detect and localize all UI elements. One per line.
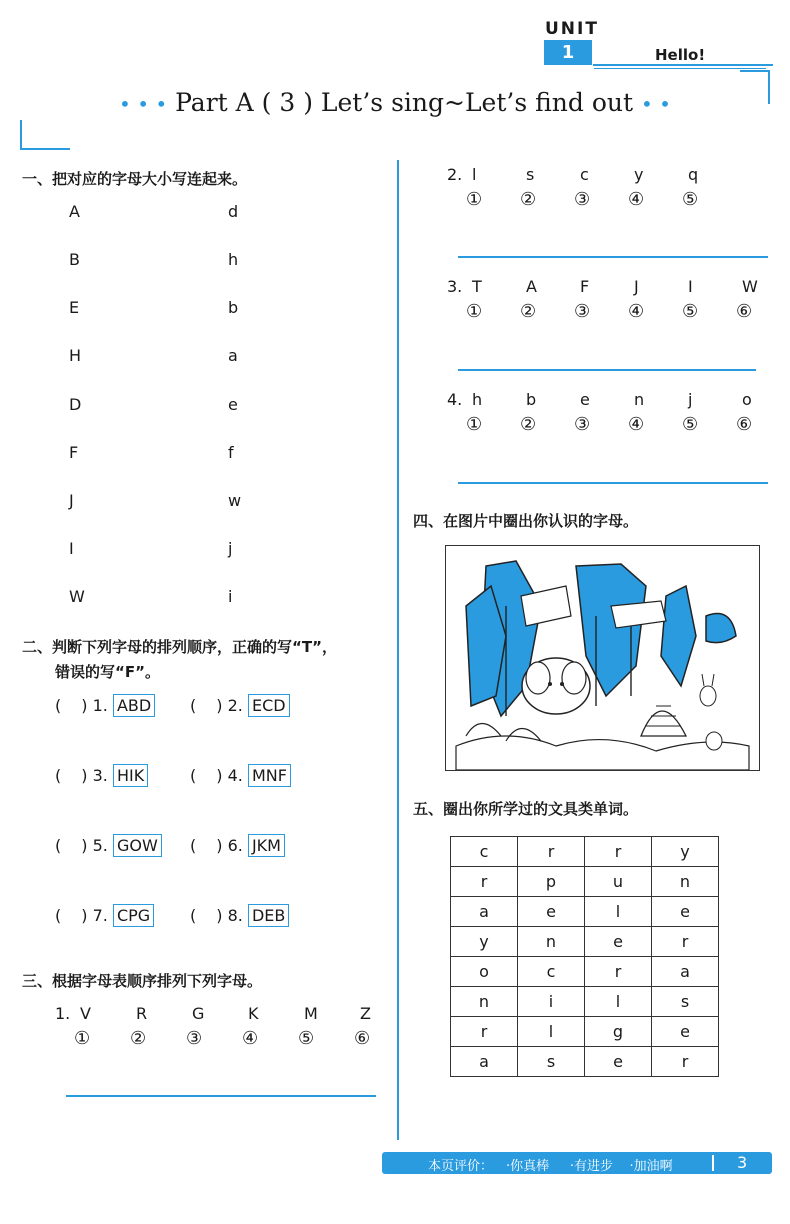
unit-label: UNIT: [545, 19, 599, 39]
sort-letter: A: [526, 277, 537, 296]
grid-cell[interactable]: g: [585, 1017, 652, 1047]
circled-number: ②: [520, 189, 537, 210]
lowercase-letter: h: [228, 250, 239, 269]
uppercase-letter: D: [69, 395, 82, 414]
grid-cell[interactable]: e: [585, 1047, 652, 1077]
lowercase-letter: e: [228, 395, 238, 414]
circled-number: ③: [186, 1028, 203, 1049]
uppercase-letter: W: [69, 587, 85, 606]
grid-row: [451, 957, 719, 987]
sort-letter: n: [634, 390, 645, 409]
grid-cell[interactable]: e: [652, 897, 719, 927]
grid-cell[interactable]: a: [652, 957, 719, 987]
circled-number: ①: [466, 301, 483, 322]
grid-cell[interactable]: y: [451, 927, 518, 957]
row-number: 2.: [447, 165, 463, 184]
lowercase-letter: f: [228, 443, 234, 462]
circled-number: ⑥: [736, 414, 753, 435]
answer-line: [66, 1095, 376, 1097]
evaluation-option-progress[interactable]: ·有进步: [569, 1159, 613, 1174]
forest-illustration: [446, 546, 759, 770]
corner-decoration: [20, 148, 70, 150]
sort-letter: W: [742, 277, 758, 296]
lowercase-letter: w: [228, 491, 242, 510]
circled-number: ④: [628, 189, 645, 210]
circled-number: ⑤: [682, 414, 699, 435]
answer-line: [458, 369, 756, 371]
uppercase-letter: I: [69, 539, 74, 558]
item-number: 2.: [227, 696, 243, 715]
answer-paren-close[interactable]: ): [81, 696, 88, 715]
lowercase-letter: i: [228, 587, 233, 606]
item-number: 8.: [227, 906, 243, 925]
answer-paren-open[interactable]: (: [190, 836, 197, 855]
word-search-grid: [450, 836, 719, 1077]
answer-paren-open[interactable]: (: [190, 766, 197, 785]
header-rule: [593, 64, 773, 66]
answer-paren-open[interactable]: (: [55, 906, 62, 925]
answer-paren-close[interactable]: ): [81, 836, 88, 855]
item-number: 1.: [92, 696, 108, 715]
answer-paren-close[interactable]: ): [216, 766, 223, 785]
answer-line: [458, 256, 768, 258]
section5-heading: 五、圈出你所学过的文具类单词。: [413, 800, 639, 818]
true-false-item: [55, 834, 162, 857]
circled-number: ⑥: [354, 1028, 371, 1049]
grid-cell[interactable]: r: [652, 1047, 719, 1077]
true-false-item: [190, 764, 291, 787]
grid-cell[interactable]: r: [585, 957, 652, 987]
grid-cell[interactable]: s: [518, 1047, 585, 1077]
header-rule-thin: [594, 68, 766, 69]
answer-paren-close[interactable]: ): [81, 906, 88, 925]
section2-heading-line1: 二、判断下列字母的排列顺序，正确的写“T”，: [22, 638, 337, 656]
sort-letter: F: [580, 277, 590, 296]
row-number: 1.: [55, 1004, 71, 1023]
letter-sequence-box: GOW: [113, 834, 162, 857]
title-text: Part A ( 3 ) Let’s sing~Let’s find out: [175, 88, 634, 117]
section4-heading: 四、在图片中圈出你认识的字母。: [413, 512, 639, 530]
sort-letter: o: [742, 390, 752, 409]
corner-decoration: [20, 120, 22, 150]
page-title: [0, 88, 790, 117]
footer-bar: [382, 1152, 772, 1174]
grid-cell[interactable]: l: [585, 897, 652, 927]
sort-letter: J: [634, 277, 639, 296]
circled-number: ⑤: [298, 1028, 315, 1049]
grid-cell[interactable]: l: [585, 987, 652, 1017]
sort-letter: l: [472, 165, 477, 184]
grid-cell[interactable]: o: [451, 957, 518, 987]
sort-letter: V: [80, 1004, 91, 1023]
item-number: 6.: [227, 836, 243, 855]
evaluation-option-keep-going[interactable]: ·加油啊: [629, 1159, 673, 1174]
uppercase-letter: E: [69, 298, 80, 317]
circled-number: ④: [628, 414, 645, 435]
circled-number: ⑤: [682, 301, 699, 322]
true-false-item: [55, 694, 155, 717]
grid-cell[interactable]: r: [451, 1017, 518, 1047]
uppercase-letter: A: [69, 202, 80, 221]
grid-row: [451, 867, 719, 897]
grid-cell[interactable]: c: [451, 837, 518, 867]
corner-decoration: [740, 70, 770, 72]
uppercase-letter: B: [69, 250, 80, 269]
footer-separator: [712, 1155, 714, 1171]
grid-cell[interactable]: y: [652, 837, 719, 867]
evaluation-option-great[interactable]: ·你真棒: [506, 1159, 550, 1174]
sort-letter: c: [580, 165, 589, 184]
grid-cell[interactable]: e: [585, 927, 652, 957]
circled-number: ③: [574, 414, 591, 435]
evaluation-options: [506, 1155, 673, 1174]
grid-row: [451, 1047, 719, 1077]
grid-row: [451, 837, 719, 867]
letter-sequence-box: DEB: [248, 904, 289, 927]
lowercase-letter: b: [228, 298, 239, 317]
sort-letter: K: [248, 1004, 259, 1023]
grid-row: [451, 897, 719, 927]
letter-sequence-box: HIK: [113, 764, 148, 787]
true-false-item: [190, 834, 285, 857]
grid-row: [451, 927, 719, 957]
grid-cell[interactable]: p: [518, 867, 585, 897]
sort-letter: Z: [360, 1004, 371, 1023]
item-number: 7.: [92, 906, 108, 925]
item-number: 5.: [92, 836, 108, 855]
answer-paren-open[interactable]: (: [190, 696, 197, 715]
sort-letter: s: [526, 165, 535, 184]
circled-number: ③: [574, 189, 591, 210]
row-number: 3.: [447, 277, 463, 296]
title-dots-left: • • •: [119, 92, 168, 116]
section3-heading: 三、根据字母表顺序排列下列字母。: [22, 972, 263, 990]
grid-cell[interactable]: n: [451, 987, 518, 1017]
letter-sequence-box: CPG: [113, 904, 154, 927]
letter-sequence-box: ABD: [113, 694, 155, 717]
grid-cell[interactable]: a: [451, 897, 518, 927]
answer-paren-close[interactable]: ): [216, 696, 223, 715]
illustration-frame: [445, 545, 760, 771]
grid-cell[interactable]: e: [518, 897, 585, 927]
grid-cell[interactable]: e: [652, 1017, 719, 1047]
grid-cell[interactable]: i: [518, 987, 585, 1017]
unit-number-badge: 1: [544, 40, 592, 65]
circled-number: ②: [130, 1028, 147, 1049]
sort-letter: G: [192, 1004, 205, 1023]
letter-sequence-box: JKM: [248, 834, 285, 857]
grid-row: [451, 1017, 719, 1047]
title-dots-right: • •: [641, 92, 671, 116]
answer-paren-close[interactable]: ): [216, 906, 223, 925]
sort-letter: j: [688, 390, 693, 409]
grid-cell[interactable]: r: [518, 837, 585, 867]
answer-paren-open[interactable]: (: [55, 766, 62, 785]
circled-number: ③: [574, 301, 591, 322]
column-divider: [397, 160, 399, 1140]
grid-cell[interactable]: s: [652, 987, 719, 1017]
answer-paren-open[interactable]: (: [55, 696, 62, 715]
circled-number: ②: [520, 301, 537, 322]
uppercase-letter: H: [69, 346, 82, 365]
sort-letter: e: [580, 390, 590, 409]
unit-title: Hello!: [655, 46, 706, 64]
circled-number: ①: [74, 1028, 91, 1049]
uppercase-letter: F: [69, 443, 79, 462]
answer-paren-open[interactable]: (: [190, 906, 197, 925]
true-false-item: [55, 764, 148, 787]
circled-number: ⑤: [682, 189, 699, 210]
evaluation-label: 本页评价：: [428, 1159, 494, 1174]
circled-number: ④: [242, 1028, 259, 1049]
item-number: 4.: [227, 766, 243, 785]
grid-cell[interactable]: l: [518, 1017, 585, 1047]
sort-letter: q: [688, 165, 699, 184]
circled-number: ①: [466, 414, 483, 435]
row-number: 4.: [447, 390, 463, 409]
lowercase-letter: j: [228, 539, 233, 558]
grid-cell[interactable]: r: [451, 867, 518, 897]
section2-heading-line2: 错误的写“F”。: [55, 663, 160, 681]
circled-number: ⑥: [736, 301, 753, 322]
answer-paren-close[interactable]: ): [216, 836, 223, 855]
sort-letter: T: [472, 277, 482, 296]
circled-number: ②: [520, 414, 537, 435]
answer-paren-close[interactable]: ): [81, 766, 88, 785]
true-false-item: [55, 904, 154, 927]
grid-cell[interactable]: r: [585, 837, 652, 867]
sort-letter: h: [472, 390, 483, 409]
grid-row: [451, 987, 719, 1017]
page-number: 3: [737, 1153, 748, 1172]
true-false-item: [190, 694, 290, 717]
grid-cell[interactable]: n: [652, 867, 719, 897]
lowercase-letter: a: [228, 346, 238, 365]
lowercase-letter: d: [228, 202, 239, 221]
true-false-item: [190, 904, 289, 927]
answer-line: [458, 482, 768, 484]
sort-letter: I: [688, 277, 693, 296]
grid-cell[interactable]: c: [518, 957, 585, 987]
circled-number: ①: [466, 189, 483, 210]
section1-heading: 一、把对应的字母大小写连起来。: [22, 170, 248, 188]
letter-sequence-box: MNF: [248, 764, 291, 787]
sort-letter: M: [304, 1004, 318, 1023]
item-number: 3.: [92, 766, 108, 785]
circled-number: ④: [628, 301, 645, 322]
sort-letter: b: [526, 390, 537, 409]
grid-cell[interactable]: n: [518, 927, 585, 957]
letter-sequence-box: ECD: [248, 694, 290, 717]
answer-paren-open[interactable]: (: [55, 836, 62, 855]
sort-letter: R: [136, 1004, 148, 1023]
uppercase-letter: J: [69, 491, 74, 510]
grid-cell[interactable]: r: [652, 927, 719, 957]
grid-cell[interactable]: a: [451, 1047, 518, 1077]
sort-letter: y: [634, 165, 644, 184]
grid-cell[interactable]: u: [585, 867, 652, 897]
